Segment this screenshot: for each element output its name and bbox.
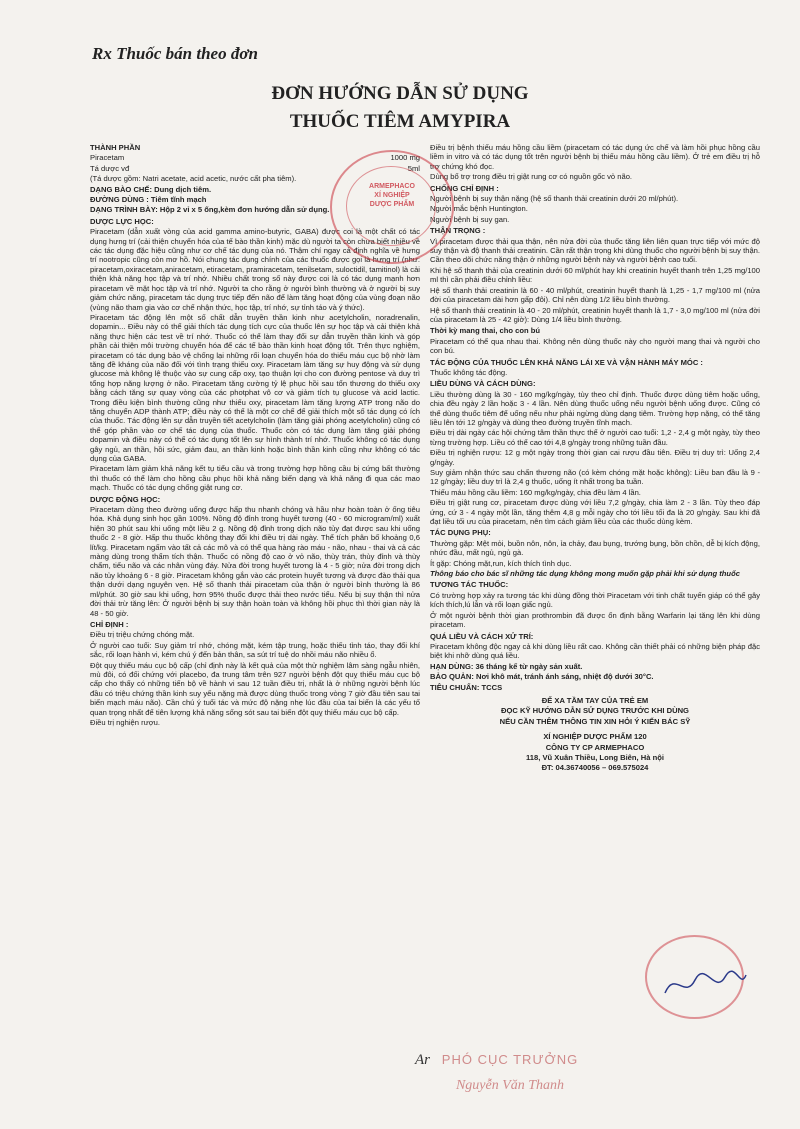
paragraph: Dùng bổ trợ trong điều trị giật rung cơ có nguồn gốc vỏ não. <box>430 172 633 182</box>
ingredient-amount: 5ml <box>407 163 420 173</box>
paragraph: Thường gặp: Mệt mỏi, buồn nôn, nôn, ỉa chảy, đau bụng, trướng bụng, bồn chồn, dễ bị kích động, nhức đầu, mất ngủ, ngủ gà. <box>430 538 760 558</box>
paragraph: Piracetam không độc ngay cả khi dùng liều rất cao. Không cần thiết phải có những biện pháp đặc biệt khi nhỡ dùng quá liều. <box>430 641 760 661</box>
stamp-text: ARMEPHACO XÍ NGHIỆP DƯỢC PHẨM <box>369 183 415 208</box>
warning-line: ĐỌC KỸ HƯỚNG DẪN SỬ DỤNG TRƯỚC KHI DÙNG <box>501 706 689 716</box>
manufacturer-company: CÔNG TY CP ARMEPHACO <box>545 742 645 752</box>
section-heading-pregnancy: Thời kỳ mang thai, cho con bú <box>430 326 541 336</box>
paragraph: Suy giảm nhận thức sau chấn thương não (có kèm chóng mặt hoặc không): Liều ban đầu là 9 - 12 g/ngày; liều duy trì là 2,4 g thuốc, uống ít nhất trong ba tuần. <box>430 468 760 487</box>
ingredient-amount: 1000 mg <box>390 153 420 163</box>
paragraph: Hệ số thanh thải creatinin là 40 - 20 ml/phút, creatinin huyết thanh là 1,7 - 3,0 mg/100 ml (nửa đời của piracetam là 25 - 42 giờ): Dùng 1/4 liều bình thường. <box>430 305 760 324</box>
manufacturer-phone: ĐT: 04.36740056 – 069.575024 <box>541 763 649 773</box>
section-heading-side-effects: TÁC DỤNG PHỤ: <box>430 528 491 538</box>
page-mark: Ar <box>415 1052 430 1068</box>
product-title: THUỐC TIÊM AMYPIRA <box>289 111 511 132</box>
rx-label: Rx Thuốc bán theo đơn <box>92 44 258 63</box>
paragraph: Điều trị nghiện rượu: 12 g một ngày trong thời gian cai rượu đầu tiên. Điều trị duy trì: Uống 2,4 g/ngày. <box>430 448 760 467</box>
paragraph: Ở người cao tuổi: Suy giảm trí nhớ, chóng mặt, kém tập trung, hoặc thiếu tỉnh táo, thay đổi khí sắc, rối loạn hành vi, kém chú ý đến bản thân, sa sút trí tuệ do nhồi máu não nhiều ổ. <box>90 640 420 660</box>
standard: TIÊU CHUẨN: TCCS <box>430 682 503 692</box>
ingredient-name: Piracetam <box>90 153 125 163</box>
deputy-name: Nguyễn Văn Thanh <box>455 1078 565 1093</box>
section-heading-contraindications: CHỐNG CHỈ ĐỊNH : <box>430 183 499 193</box>
paragraph: Điều trị bệnh thiếu máu hồng cầu liềm (piracetam có tác dụng ức chế và làm hồi phục hồng cầu liềm in vitro và có tác dụng tốt trên người bệnh bị thiếu máu hồng cầu liềm). Ở trẻ em điều trị hỗ trợ chứng khó đọc. <box>430 143 760 171</box>
paragraph: Người mắc bệnh Huntington. <box>430 204 528 214</box>
paragraph: Hệ số thanh thải creatinin là 60 - 40 ml/phút, creatinin huyết thanh là 1,25 - 1,7 mg/100 ml (nửa đời của piracetam dài hơn gấp đôi). Chỉ nên dùng 1/2 liều bình thường. <box>430 285 760 305</box>
manufacturer-name: XÍ NGHIỆP DƯỢC PHẨM 120 <box>543 732 647 742</box>
paragraph: Khi hệ số thanh thải của creatinin dưới 60 ml/phút hay khi creatinin huyết thanh trên 1,25 mg/100 ml thì cần phải điều chỉnh liều: <box>430 265 760 285</box>
paragraph: Ít gặp: Chóng mặt,run, kích thích tình dục. <box>430 558 572 568</box>
paragraph: Ở một người bệnh thời gian prothrombin đã được ổn định bằng Warfarin lại tăng lên khi dùng piracetam. <box>430 610 760 630</box>
paragraph: Đột quỵ thiếu máu cục bộ cấp (chỉ định này là kết quả của một thử nghiệm lâm sàng ngẫu nhiên, mù đôi, có đối chứng với placebo, đa trung tâm trên 927 người bệnh đột quỵ thiếu máu cục bộ cấp cho thấy có những tiến bộ về hành vi sau 12 tuần điều trị, nhất là ở những người bệnh lúc đầu có triệu chứng thần kinh suy yếu nặng mà được dùng thuốc trong vòng 7 giờ đầu tiên sau tai biến mạch máu não). Cần chú ý tuổi tác và mức độ nặng nhẹ lúc đầu của tai biến là các yếu tố quan trọng nhất để tiên lượng khả năng sống sót sau tai biến đột quỵ thiếu máu cục bộ cấp. <box>90 660 420 717</box>
section-heading-driving: TÁC ĐỘNG CỦA THUỐC LÊN KHẢ NĂNG LÁI XE VÀ VẬN HÀNH MÁY MÓC : <box>430 357 703 367</box>
section-heading-overdose: QUÁ LIỀU VÀ CÁCH XỬ TRÍ: <box>430 631 534 641</box>
paragraph: Piracetam làm giảm khả năng kết tụ tiểu cầu và trong trường hợp hồng cầu bị cứng bất thường thì thuốc có thể làm cho hồng cầu phục hồi khả năng biến dạng và khả năng đi qua các mao mạch. Thuốc có tác dụng chống giật rung cơ. <box>90 464 420 493</box>
paragraph: Điều trị nghiện rượu. <box>90 717 161 727</box>
paragraph: Điều trị triệu chứng chóng mặt. <box>90 630 195 640</box>
paragraph: Piracetam (dẫn xuất vòng của acid gamma amino-butyric, GABA) được coi là một chất có tác dụng hưng trí (cải thiện chuyển hóa của tế bào thần kinh) mặc dù người ta còn chưa biết nhiều về các tác dụng đặc hiệu cũng như cơ chế tác dụng của nó. Thậm chí ngay cả định nghĩa về hưng trí nootropic cũng còn mơ hồ. Nói chung tác dụng chính của các thuốc được gọi là hưng trí (như: piracetam,oxiracetam,aniracetam, etiracetam, pramiracetam, tenilsetam, suloctidil, tamitinol) là cải thiện khả năng học tập và trí nhớ. Nhiều chất trong số này được coi là có tác dụng mạnh hơn piracetam về mặt học tập và trí nhớ. Người ta cho rằng ở người bình thường và ở người bị suy giảm chức năng, piracetam tác dụng trực tiếp đến não để làm tăng hoạt động của vùng đoạn não (vùng não tham gia vào cơ chế nhận thức, học tập, trí nhớ, sự tỉnh táo và ý thức). <box>90 227 420 312</box>
section-heading-precautions: THẬN TRỌNG : <box>430 226 486 236</box>
warning-line: NẾU CẦN THÊM THÔNG TIN XIN HỎI Ý KIẾN BÁC SỸ <box>499 716 691 726</box>
presentation: DẠNG TRÌNH BÀY: Hộp 2 vỉ x 5 ống,kèm đơn hướng dẫn sử dụng. <box>90 205 330 215</box>
paragraph: Điều trị giật rung cơ, piracetam được dùng với liều 7,2 g/ngày, chia làm 2 - 3 lần. Tùy theo đáp ứng, cứ 3 - 4 ngày một lần, tăng thêm 4,8 g mỗi ngày cho tới liều tối đa là 20 g/ngày. Sau khi đã đạt liều tối ưu của piracetam, nên tìm cách giảm liều của các thuốc dùng kèm. <box>430 498 760 527</box>
signature-mark <box>660 965 750 1005</box>
paragraph: Piracetam dùng theo đường uống được hấp thu nhanh chóng và hầu như hoàn toàn ở ống tiêu hóa. Khả dụng sinh học gần 100%. Nồng độ đỉnh trong huyết tương (40 - 60 microgram/ml) xuất hiện 30 phút sau khi uống một liều 2 g. Nồng độ đỉnh trong dịch não tủy đạt được sau khi uống thuốc 2 - 8 giờ. Hấp thu thuốc không thay đổi khi điều trị dài ngày. Thể tích phân bố khoảng 0,6 lít/kg. Piracetam ngấm vào tất cả các mô và có thể qua hàng rào máu - não, nhau - thai và cả các màng dùng trong thẩm tích thận. Thuốc có nồng độ cao ở vỏ não, thùy trán, thùy đỉnh và thùy chẩm, tiểu não và các nhân vùng đáy. Nửa đời trong huyết tương là 4 - 5 giờ; nửa đời trong dịch não tủy khoảng 6 - 8 giờ. Piracetam không gắn vào các protein huyết tương và được đào thải qua thận dưới dạng nguyên vẹn. Hệ số thanh thải piracetam của thận ở người bình thường là 86 ml/phút. 30 giờ sau khi uống, hơn 95% thuốc được thải theo nước tiểu. Nếu bị suy thận thì nửa đời thải trừ tăng lên: Ở người bệnh bị suy thận hoàn toàn và không hồi phục thì thời gian này là 48 - 50 giờ. <box>90 505 420 618</box>
paragraph: Piracetam có thể qua nhau thai. Không nên dùng thuốc này cho người mang thai và người cho con bú. <box>430 336 760 356</box>
paragraph: Liều thường dùng là 30 - 160 mg/kg/ngày, tùy theo chỉ định. Thuốc được dùng tiêm hoặc uống, chia đều ngày 2 lần hoặc 3 - 4 lần. Nên dùng thuốc uống nếu người bệnh uống được. Cũng có thể dùng thuốc tiêm để uống nếu như phải ngừng dùng dạng tiêm. Trường hợp nặng, có thể tăng liều lên tới 12 g/ngày và dùng theo đường truyền tĩnh mạch. <box>430 389 760 427</box>
paragraph: Điều trị dài ngày các hội chứng tâm thần thực thể ở người cao tuổi: 1,2 - 2,4 g một ngày, tùy theo từng trường hợp. Liều có thể cao tới 4,8 g/ngày trong những tuần đầu. <box>430 428 760 447</box>
dosage-form: DẠNG BÀO CHẾ: Dung dịch tiêm. <box>90 184 212 194</box>
paragraph: Piracetam tác động lên một số chất dẫn truyền thần kinh như acetylcholin, noradrenalin, dopamin... Điều này có thể giải thích tác dụng tích cực của thuốc lên sự học tập và cải thiện khả năng thực hiện các test về trí nhớ. Thuốc có thể làm thay đổi sự dẫn truyền thần kinh và góp phần cải thiện môi trường chuyển hóa để các tế bào thần kinh hoạt động tốt. Trên thực nghiệm, piracetam có tác dụng bảo vệ chống lại những rối loạn chuyển hóa do thiếu máu cục bộ nhờ làm tăng đề kháng của não đối với tình trạng thiếu oxy. Piracetam làm tăng sự huy động và sử dụng glucose mà không lệ thuộc vào sự cung cấp oxy, tạo thuận lợi cho con đường pentose và duy trì tổng hợp năng lượng ở não. Piracetam tăng cường tỷ lệ phục hồi sau tổn thương do thiếu oxy bằng cách tăng sự quay vòng của các photphat vô cơ và giảm tích tụ glucose và acid lactic. Trong điều kiện bình thường cũng như thiếu oxy, piracetam làm tăng lượng ATP trong não do tăng chuyển ADP thành ATP; điều này có thể là một cơ chế để giải thích một số tác dụng có ích của thuốc. Tác động lên sự dẫn truyền tiết acetylcholin (làm tăng giải phóng acetylcholin) cũng có thể góp phần vào cơ chế tác dụng của thuốc. Thuốc còn có tác dụng làm tăng giải phóng dopamin và điều này có thể có tác dụng tốt lên sự hình thành trí nhớ. Thuốc không có tác dụng gây ngủ, an thần, hồi sức, giảm đau, an thần kinh hoặc bình thần kinh cũng như không có tác dụng của GABA. <box>90 312 420 463</box>
ingredient-name: Tá dược vđ <box>90 163 130 173</box>
route: ĐƯỜNG DÙNG : Tiêm tĩnh mạch <box>90 195 207 205</box>
paragraph: Có trường hợp xảy ra tương tác khi dùng đồng thời Piracetam với tinh chất tuyến giáp có thể gây kích thích,lú lẫn và rối loạn giấc ngủ. <box>430 590 760 610</box>
excipient-note: (Tá dược gồm: Natri acetate, acid acetic, nước cất pha tiêm). <box>90 174 297 184</box>
paragraph: Người bệnh bị suy thận nặng (hệ số thanh thải creatinin dưới 20 ml/phút). <box>430 194 679 204</box>
paragraph: Người bệnh bị suy gan. <box>430 214 510 224</box>
section-heading-pharmacodynamics: DƯỢC LỰC HỌC: <box>90 216 154 226</box>
paragraph: Thuốc không tác động. <box>430 367 508 377</box>
shelf-life: HẠN DÙNG: 36 tháng kể từ ngày sản xuất. <box>430 661 583 671</box>
section-heading-pharmacokinetics: DƯỢC ĐỘNG HỌC: <box>90 494 161 504</box>
right-column <box>430 143 760 774</box>
report-notice: Thông báo cho bác sĩ những tác dụng không mong muốn gặp phải khi sử dụng thuốc <box>430 569 740 579</box>
section-heading-interactions: TƯƠNG TÁC THUỐC: <box>430 580 509 590</box>
storage: BẢO QUẢN: Nơi khô mát, tránh ánh sáng, nhiệt độ dưới 30°C. <box>430 672 654 682</box>
manufacturer-address: 118, Vũ Xuân Thiều, Long Biên, Hà nội <box>526 752 664 762</box>
paragraph: Thiếu máu hồng cầu liềm: 160 mg/kg/ngày, chia đều làm 4 lần. <box>430 487 641 497</box>
deputy-title: PHÓ CỤC TRƯỞNG <box>441 1052 579 1067</box>
company-stamp <box>330 150 454 264</box>
doc-title: ĐƠN HƯỚNG DẪN SỬ DỤNG <box>271 83 529 104</box>
warning-line: ĐỂ XA TẦM TAY CỦA TRẺ EM <box>541 695 649 705</box>
section-heading-indications: CHỈ ĐỊNH : <box>90 619 129 629</box>
section-heading-composition: THÀNH PHẦN <box>90 143 141 152</box>
section-heading-dosage: LIỀU DÙNG VÀ CÁCH DÙNG: <box>430 379 536 389</box>
paragraph: Vì piracetam được thải qua thận, nên nửa đời của thuốc tăng liên liên quan trực tiếp với mức độ suy thận và độ thanh thải creatinin. Cần rất thận trọng khi dùng thuốc cho người bệnh bị suy thận. Cần theo dõi chức năng thận ở những người bệnh này và người bệnh cao tuổi. <box>430 236 760 265</box>
